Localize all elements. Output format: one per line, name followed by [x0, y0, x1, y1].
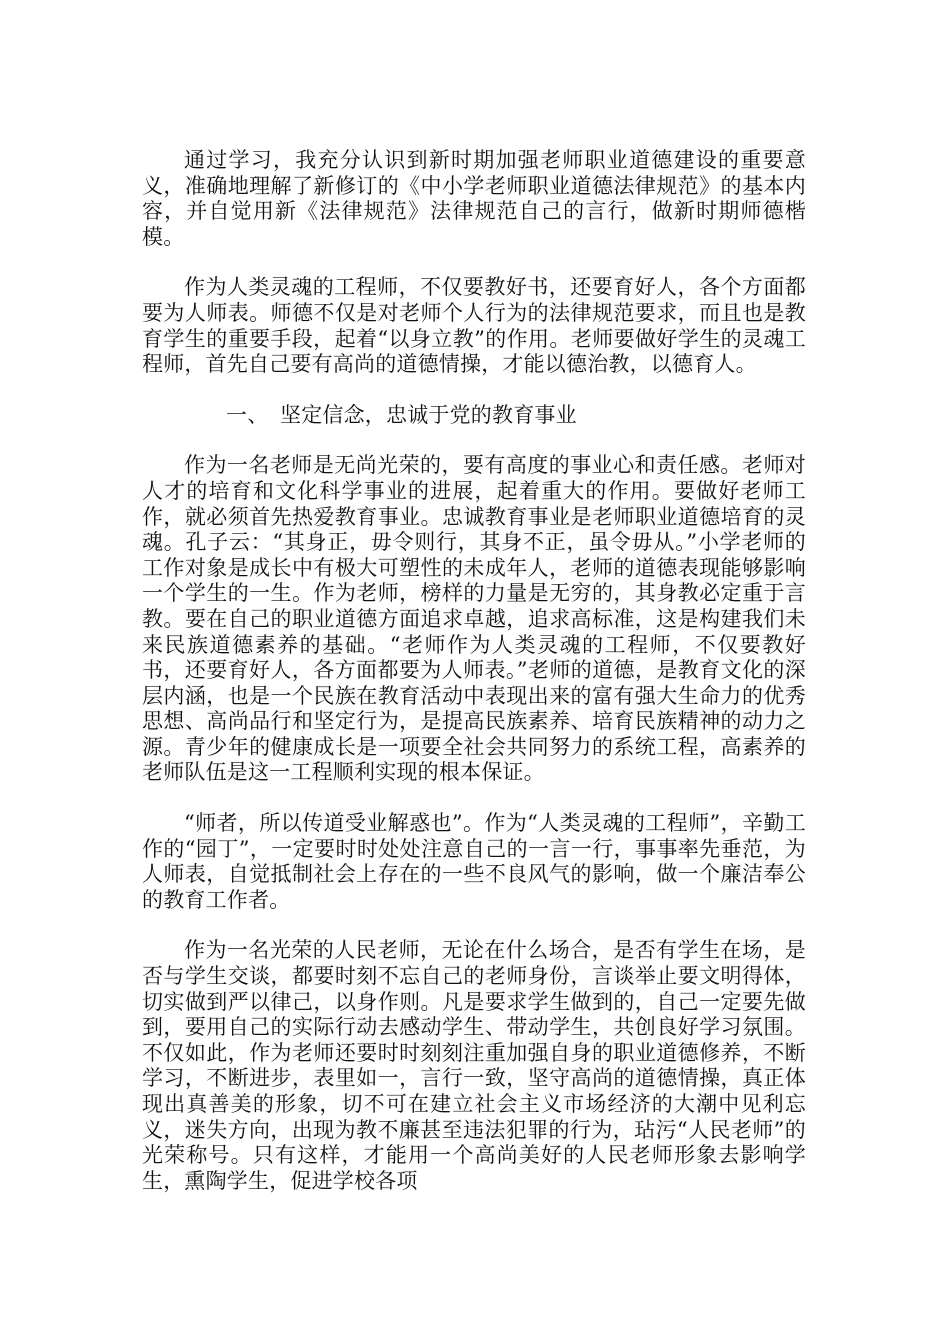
paragraph-gap: [142, 378, 806, 403]
paragraph-gap: [142, 250, 806, 275]
paragraph-intro: 通过学习，我充分认识到新时期加强老师职业道德建设的重要意义，准确地理解了新修订的《中小学老师职业道德法律规范》的基本内容，并自觉用新《法律规范》法律规范自己的言行，做新时期师德楷模。: [142, 148, 806, 249]
paragraph-gap: [142, 428, 806, 453]
document-page: [142, 148, 806, 1194]
paragraph-devotion: 作为一名老师是无尚光荣的，要有高度的事业心和责任感。老师对人才的培育和文化科学事业的进展，起着重大的作用。要做好老师工作，就必须首先热爱教育事业。忠诚教育事业是老师职业道德培育的灵魂。孔子云：“其身正，毋令则行，其身不正，虽令毋从。”小学老师的工作对象是成长中有极大可塑性的未成年人，老师的道德表现能够影响一个学生的一生。作为老师，榜样的力量是无穷的，其身教必定重于言教。要在自己的职业道德方面追求卓越，追求高标准，这是构建我们未来民族道德素养的基础。“老师作为人类灵魂的工程师，不仅要教好书，还要育好人，各方面都要为人师表。”老师的道德，是教育文化的深层内涵，也是一个民族在教育活动中表现出来的富有强大生命力的优秀思想、高尚品行和坚定行为，是提高民族素养、培育民族精神的动力之源。青少年的健康成长是一项要全社会共同努力的系统工程，高素养的老师队伍是这一工程顺利实现的根本保证。: [142, 453, 806, 785]
paragraph-gap: [142, 786, 806, 811]
section-title: 坚定信念，忠诚于党的教育事业: [280, 402, 577, 427]
section-heading: [142, 403, 806, 429]
paragraph-teacher-quote: “师者，所以传道受业解惑也”。作为“人类灵魂的工程师”，辛勤工作的“园丁”，一定要时时处处注意自己的一言一行，事事率先垂范，为人师表，自觉抵制社会上存在的一些不良风气的影响，做一个廉洁奉公的教育工作者。: [142, 811, 806, 912]
paragraph-gap: [142, 913, 806, 938]
section-number: 一、: [226, 402, 269, 427]
paragraph-teacher-role: 作为人类灵魂的工程师，不仅要教好书，还要育好人，各个方面都要为人师表。师德不仅是对老师个人行为的法律规范要求，而且也是教育学生的重要手段，起着“以身立教”的作用。老师要做好学生的灵魂工程师，首先自己要有高尚的道德情操，才能以德治教，以德育人。: [142, 275, 806, 377]
paragraph-example: 作为一名光荣的人民老师，无论在什么场合，是否有学生在场，是否与学生交谈，都要时刻不忘自己的老师身份，言谈举止要文明得体，切实做到严以律己，以身作则。凡是要求学生做到的，自己一定要先做到，要用自己的实际行动去感动学生、带动学生，共创良好学习氛围。不仅如此，作为老师还要时时刻刻注重加强自身的职业道德修养，不断学习，不断进步，表里如一，言行一致，坚守高尚的道德情操，真正体现出真善美的形象，切不可在建立社会主义市场经济的大潮中见利忘义，迷失方向，出现为教不廉甚至违法犯罪的行为，玷污“人民老师”的光荣称号。只有这样，才能用一个高尚美好的人民老师形象去影响学生，熏陶学生，促进学校各项: [142, 938, 806, 1193]
